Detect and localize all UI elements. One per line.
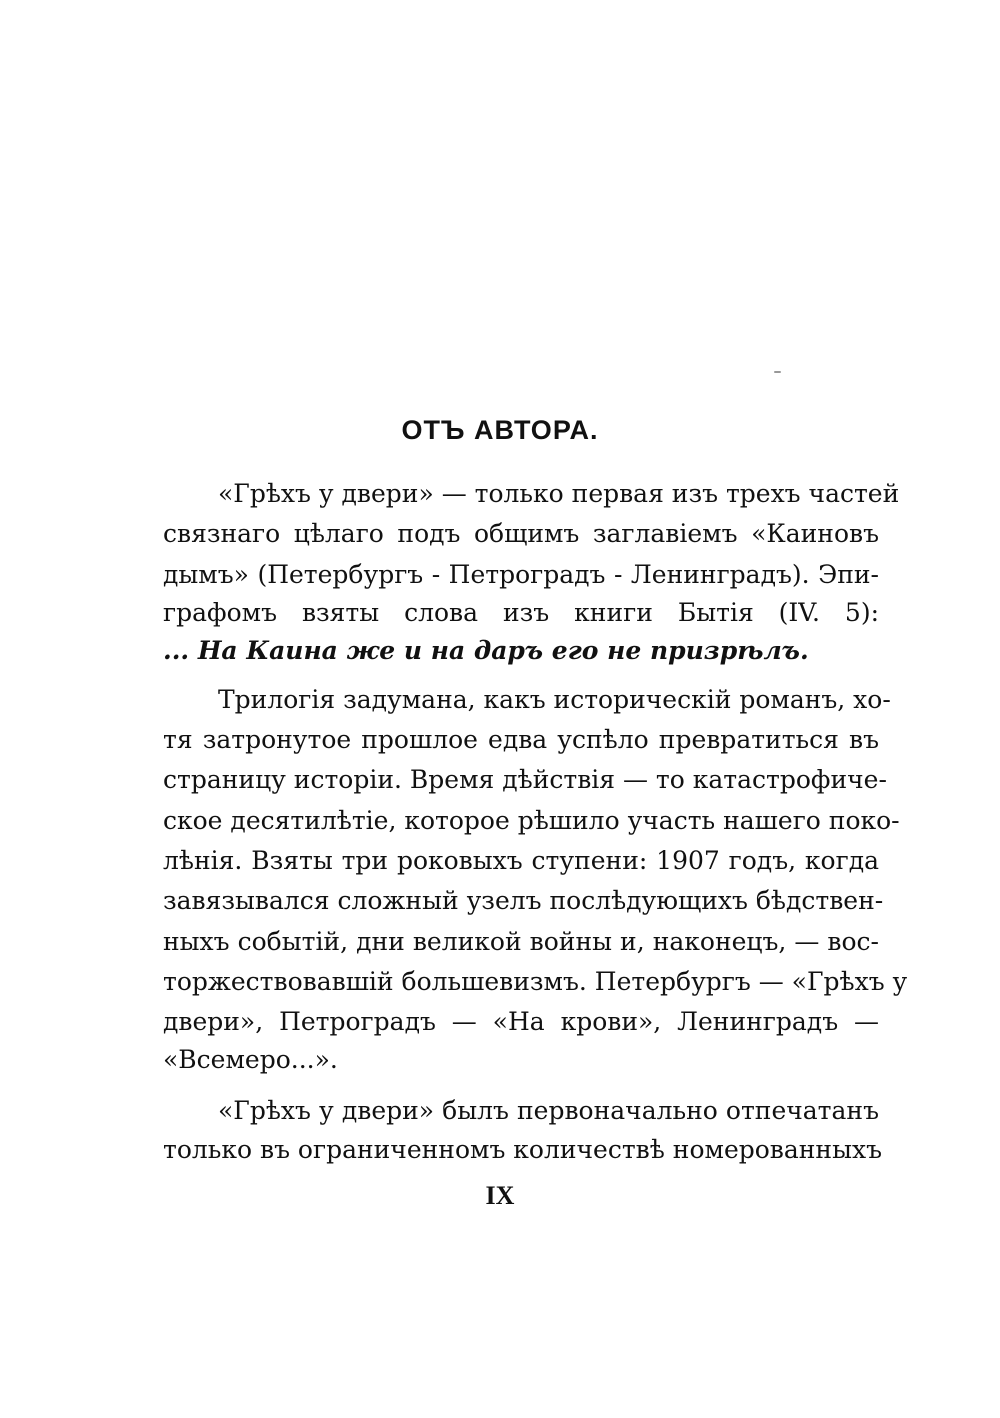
text-line: тя затронутое прошлое едва успѣло превратиться въ	[163, 725, 879, 754]
text-line: лѣнія. Взяты три роковыхъ ступени: 1907 годъ, когда	[163, 846, 879, 875]
text-line: только въ ограниченномъ количествѣ номерованныхъ	[163, 1135, 882, 1164]
print-speck	[774, 371, 781, 373]
text-line: торжествовавшій большевизмъ. Петербургъ — «Грѣхъ у	[163, 967, 908, 996]
text-line: «Грѣхъ у двери» — только первая изъ трехъ частей	[218, 479, 900, 508]
page-number: IX	[485, 1181, 515, 1210]
text-line: «Всемеро...».	[163, 1045, 338, 1074]
text-line: завязывался сложный узелъ послѣдующихъ бѣдствен-	[163, 886, 884, 915]
text-line: Трилогія задумана, какъ историческій романъ, хо-	[218, 685, 891, 714]
text-line: двери», Петроградъ — «На крови», Ленинградъ —	[163, 1007, 879, 1036]
text-line: страницу исторіи. Время дѣйствія — то катастрофиче-	[163, 765, 887, 794]
text-line: «Грѣхъ у двери» былъ первоначально отпечатанъ	[218, 1096, 879, 1125]
epigraph: ... На Каина же и на даръ его не призрѣлъ.	[163, 636, 809, 665]
section-heading: ОТЪ АВТОРА.	[401, 415, 599, 445]
text-line: ское десятилѣтіе, которое рѣшило участь нашего поко-	[163, 806, 900, 835]
text-line: ныхъ событій, дни великой войны и, наконецъ, — вос-	[163, 927, 879, 956]
text-line: графомъ взяты слова изъ книги Бытія (IV. 5):	[163, 598, 879, 627]
text-line: дымъ» (Петербургъ - Петроградъ - Ленинградъ). Эпи-	[163, 560, 879, 589]
text-line: связнаго цѣлаго подъ общимъ заглавіемъ «Каиновъ	[163, 519, 879, 548]
